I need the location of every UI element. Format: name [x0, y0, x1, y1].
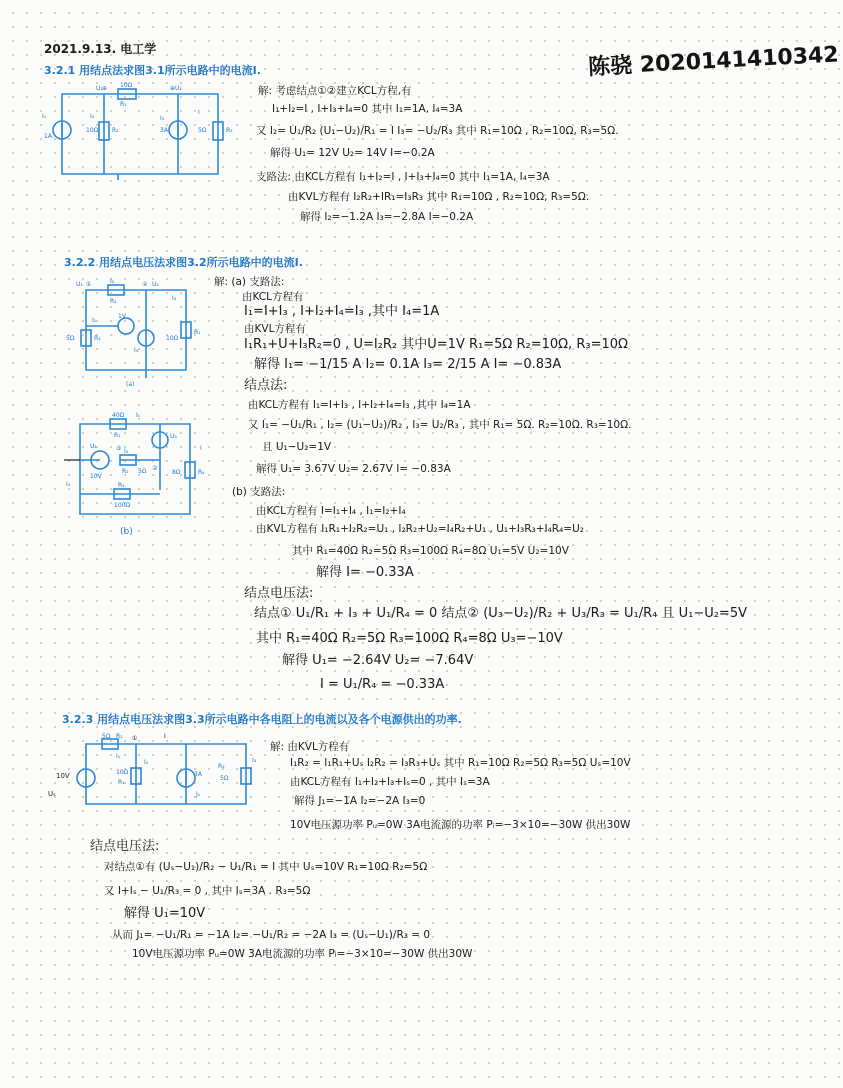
p3-line: 解得 J₁=−1A I₂=−2A I₃=0	[294, 795, 426, 807]
p3-node-line: 10V电压源功率 Pᵤ=0W 3A电流源的功率 Pᵢ=−3×10=−30W 供出30W	[132, 948, 473, 960]
circuit-label: I	[164, 733, 166, 740]
p2b-line: 结点① U₁/R₁ + I₃ + U₁/R₄ = 0 结点② (U₃−U₂)/R₂ + U₃/R₃ = U₁/R₄ 且 U₁−U₂=5V	[254, 606, 747, 621]
circuit-label: R₁	[114, 432, 121, 439]
p3-line: I₁R₂ = I₁R₁+Uₛ I₂R₂ = I₃R₃+Uₛ 其中 R₁=10Ω R₂=5Ω R₃=5Ω Uₛ=10V	[290, 757, 631, 769]
p2a-line: 由KCL方程有	[242, 291, 304, 303]
circuit-label: ①	[86, 281, 92, 288]
p3-node-line: 又 I+Iₛ − U₁/R₃ = 0 , 其中 Iₛ=3A . R₃=5Ω	[104, 885, 311, 897]
p2a-line: 解: (a) 支路法:	[214, 276, 285, 288]
circuit-label: I₂	[90, 113, 95, 120]
circuit-label: ③	[116, 445, 122, 452]
signature: 陈骁 2020141410342	[587, 42, 840, 81]
circuit-label: ⊕U₂	[170, 85, 182, 92]
p2b-line: I = U₁/R₄ = −0.33A	[320, 677, 445, 692]
circuit-label: R₃	[118, 482, 125, 489]
p3-node-line: 解得 U₁=10V	[124, 906, 206, 921]
p1-line: 解: 考虑结点①②建立KCL方程,有	[258, 85, 412, 97]
circuit-label: U₁	[76, 281, 83, 288]
p1-line: 又 I₂= U₁/R₂ (U₁−U₂)/R₁ = I I₃= −U₂/R₃ 其中 R₁=10Ω , R₂=10Ω, R₃=5Ω.	[256, 125, 619, 137]
p1-line: 解得 U₁= 12V U₂= 14V I=−0.2A	[270, 147, 435, 159]
p2a-line: 结点法:	[244, 378, 288, 393]
circuit-label: 5Ω	[138, 468, 147, 475]
circuit-label: 10Ω	[86, 127, 99, 134]
p2b-line: 由KVL方程有 I₁R₁+I₂R₂=U₁ , I₂R₂+U₂=I₄R₂+U₁ , U₁+I₃R₃+I₄R₄=U₂	[256, 523, 585, 535]
p2b-line: 由KCL方程有 I=I₁+I₄ , I₁=I₂+I₄	[256, 505, 406, 517]
p2b-line: (b) 支路法:	[232, 486, 286, 498]
p2a-line: 解得 U₁= 3.67V U₂= 2.67V I= −0.83A	[256, 463, 451, 475]
circuit-label: R₁	[118, 779, 125, 786]
circuit-label: I	[200, 445, 202, 452]
circuit-label: U₁	[90, 443, 97, 450]
circuit-label: 5Ω	[220, 775, 229, 782]
circuit-label: I₃	[252, 757, 257, 764]
p2b-line: 解得 I= −0.33A	[316, 565, 414, 580]
circuit-3-2a	[56, 278, 206, 388]
circuit-label: R₄	[198, 469, 205, 476]
date-subject: 2021.9.13. 电工学	[44, 42, 157, 56]
circuit-label: Uₛ	[48, 790, 56, 798]
p1-line: 解得 I₂=−1.2A I₃=−2.8A I=−0.2A	[300, 211, 474, 223]
p2a-line: 由KCL方程有 I₁=I+I₃ , I+I₂+I₄=I₃ ,其中 I₄=1A	[248, 399, 471, 411]
circuit-label: R₁	[194, 329, 201, 336]
circuit-label: ②	[142, 281, 148, 288]
circuit-label: I₃	[172, 295, 177, 302]
circuit-label: ⊕	[102, 85, 108, 92]
p2a-line: 解得 I₁= −1/15 A I₂= 0.1A I₃= 2/15 A I= −0.83A	[254, 357, 562, 372]
p3-line: 由KCL方程有 I₁+I₂+I₃+Iₛ=0 , 其中 Iₛ=3A	[290, 776, 490, 788]
circuit-label: I₃	[66, 481, 71, 488]
circuit-label: I₂	[144, 759, 149, 766]
p2a-line: 又 I₁= −U₁/R₁ , I₂= (U₁−U₂)/R₂ , I₃= U₂/R₃ , 其中 R₁= 5Ω. R₂=10Ω. R₃=10Ω.	[248, 419, 632, 431]
p2a-line: 由KVL方程有	[244, 323, 306, 335]
circuit-label: U₁	[96, 85, 103, 92]
p3-line: 10V电压源功率 Pᵤ=0W 3A电流源的功率 Pᵢ=−3×10=−30W 供出30W	[290, 819, 631, 831]
circuit-label: 100Ω	[114, 502, 131, 509]
circuit-label: R₂	[112, 127, 119, 134]
circuit-label: R₂	[122, 468, 129, 475]
circuit-label: 5Ω	[198, 127, 207, 134]
circuit-label: 1V	[118, 313, 126, 320]
circuit-label: 40Ω	[112, 412, 125, 419]
circuit-label: 10V	[56, 772, 70, 780]
circuit-3-2b	[60, 410, 210, 540]
circuit-label: 1A	[44, 133, 52, 140]
circuit-3-3	[46, 732, 266, 832]
circuit-label: 10V	[90, 473, 102, 480]
p3-line: 解: 由KVL方程有	[270, 741, 350, 753]
circuit-label: 5Ω	[66, 335, 75, 342]
problem-1-title: 3.2.1 用结点法求图3.1所示电路中的电流I.	[44, 64, 261, 77]
circuit-label: 10Ω	[116, 769, 129, 776]
circuit-label: I₄	[134, 347, 139, 354]
p1-line: 支路法: 由KCL方程有 I₁+I₂=I , I+I₃+I₄=0 其中 I₁=1A, I₄=3A	[256, 171, 550, 183]
circuit-label: 10Ω	[166, 335, 179, 342]
circuit-label: I₂	[110, 278, 115, 285]
circuit-label: J₁	[196, 791, 201, 798]
circuit-label: ①	[132, 735, 138, 742]
circuit-label: U₃	[170, 433, 177, 440]
p2b-line: 其中 R₁=40Ω R₂=5Ω R₃=100Ω R₄=8Ω U₃=−10V	[256, 631, 563, 646]
p3-node-line: 结点电压法:	[90, 839, 160, 854]
p2b-line: 结点电压法:	[244, 586, 314, 601]
circuit-label: I₁	[136, 412, 141, 419]
p2b-line: 其中 R₁=40Ω R₂=5Ω R₃=100Ω R₄=8Ω U₁=5V U₂=10V	[292, 545, 569, 557]
circuit-label: I₃	[160, 115, 165, 122]
circuit-label: I₂	[124, 448, 129, 455]
p3-node-line: 对结点①有 (Uₛ−U₁)/R₂ − U₁/R₁ = I 其中 Uₛ=10V R₁=10Ω R₂=5Ω	[104, 861, 428, 873]
p2a-line: 且 U₁−U₂=1V	[262, 441, 332, 453]
circuit-label: 3A	[194, 771, 202, 778]
circuit-label: 10Ω	[120, 82, 133, 89]
circuit-label: I₁	[42, 113, 47, 120]
p1-line: I₁+I₂=I , I+I₃+I₄=0 其中 I₁=1A, I₄=3A	[272, 103, 463, 115]
circuit-label: (a)	[126, 381, 135, 388]
circuit-label: I₁	[92, 317, 97, 324]
circuit-label: U₂	[152, 281, 159, 288]
p2a-line: I₁R₁+U+I₃R₂=0 , U=I₂R₂ 其中U=1V R₁=5Ω R₂=10Ω, R₃=10Ω	[244, 337, 628, 352]
circuit-label: I₁	[116, 753, 121, 760]
circuit-label: R₂	[116, 733, 123, 740]
circuit-3-1	[38, 82, 238, 182]
circuit-label: 3A	[160, 127, 168, 134]
circuit-label: R₂	[110, 298, 117, 305]
circuit-label: I	[198, 109, 200, 116]
p1-line: 由KVL方程有 I₂R₂+IR₁=I₃R₃ 其中 R₁=10Ω , R₂=10Ω, R₃=5Ω.	[288, 191, 590, 203]
problem-2-title: 3.2.2 用结点电压法求图3.2所示电路中的电流I.	[64, 256, 303, 269]
circuit-label: R₃	[218, 763, 225, 770]
circuit-label: 8Ω	[172, 469, 181, 476]
circuit-label: ②	[152, 465, 158, 472]
circuit-label: R₃	[226, 127, 233, 134]
circuit-label: (b)	[120, 527, 133, 537]
circuit-label: R₁	[120, 101, 127, 108]
p2a-line: I₁=I+I₃ , I+I₂+I₄=I₃ ,其中 I₄=1A	[244, 304, 440, 319]
p3-node-line: 从而 J₁= −U₁/R₁ = −1A I₂= −U₁/R₂ = −2A I₃ = (Uₛ−U₁)/R₃ = 0	[112, 929, 431, 941]
circuit-label: 5Ω	[102, 733, 111, 740]
circuit-label: R₃	[94, 335, 101, 342]
p2b-line: 解得 U₁= −2.64V U₂= −7.64V	[282, 653, 474, 668]
problem-3-title: 3.2.3 用结点电压法求图3.3所示电路中各电阻上的电流以及各个电源供出的功率.	[62, 713, 462, 726]
